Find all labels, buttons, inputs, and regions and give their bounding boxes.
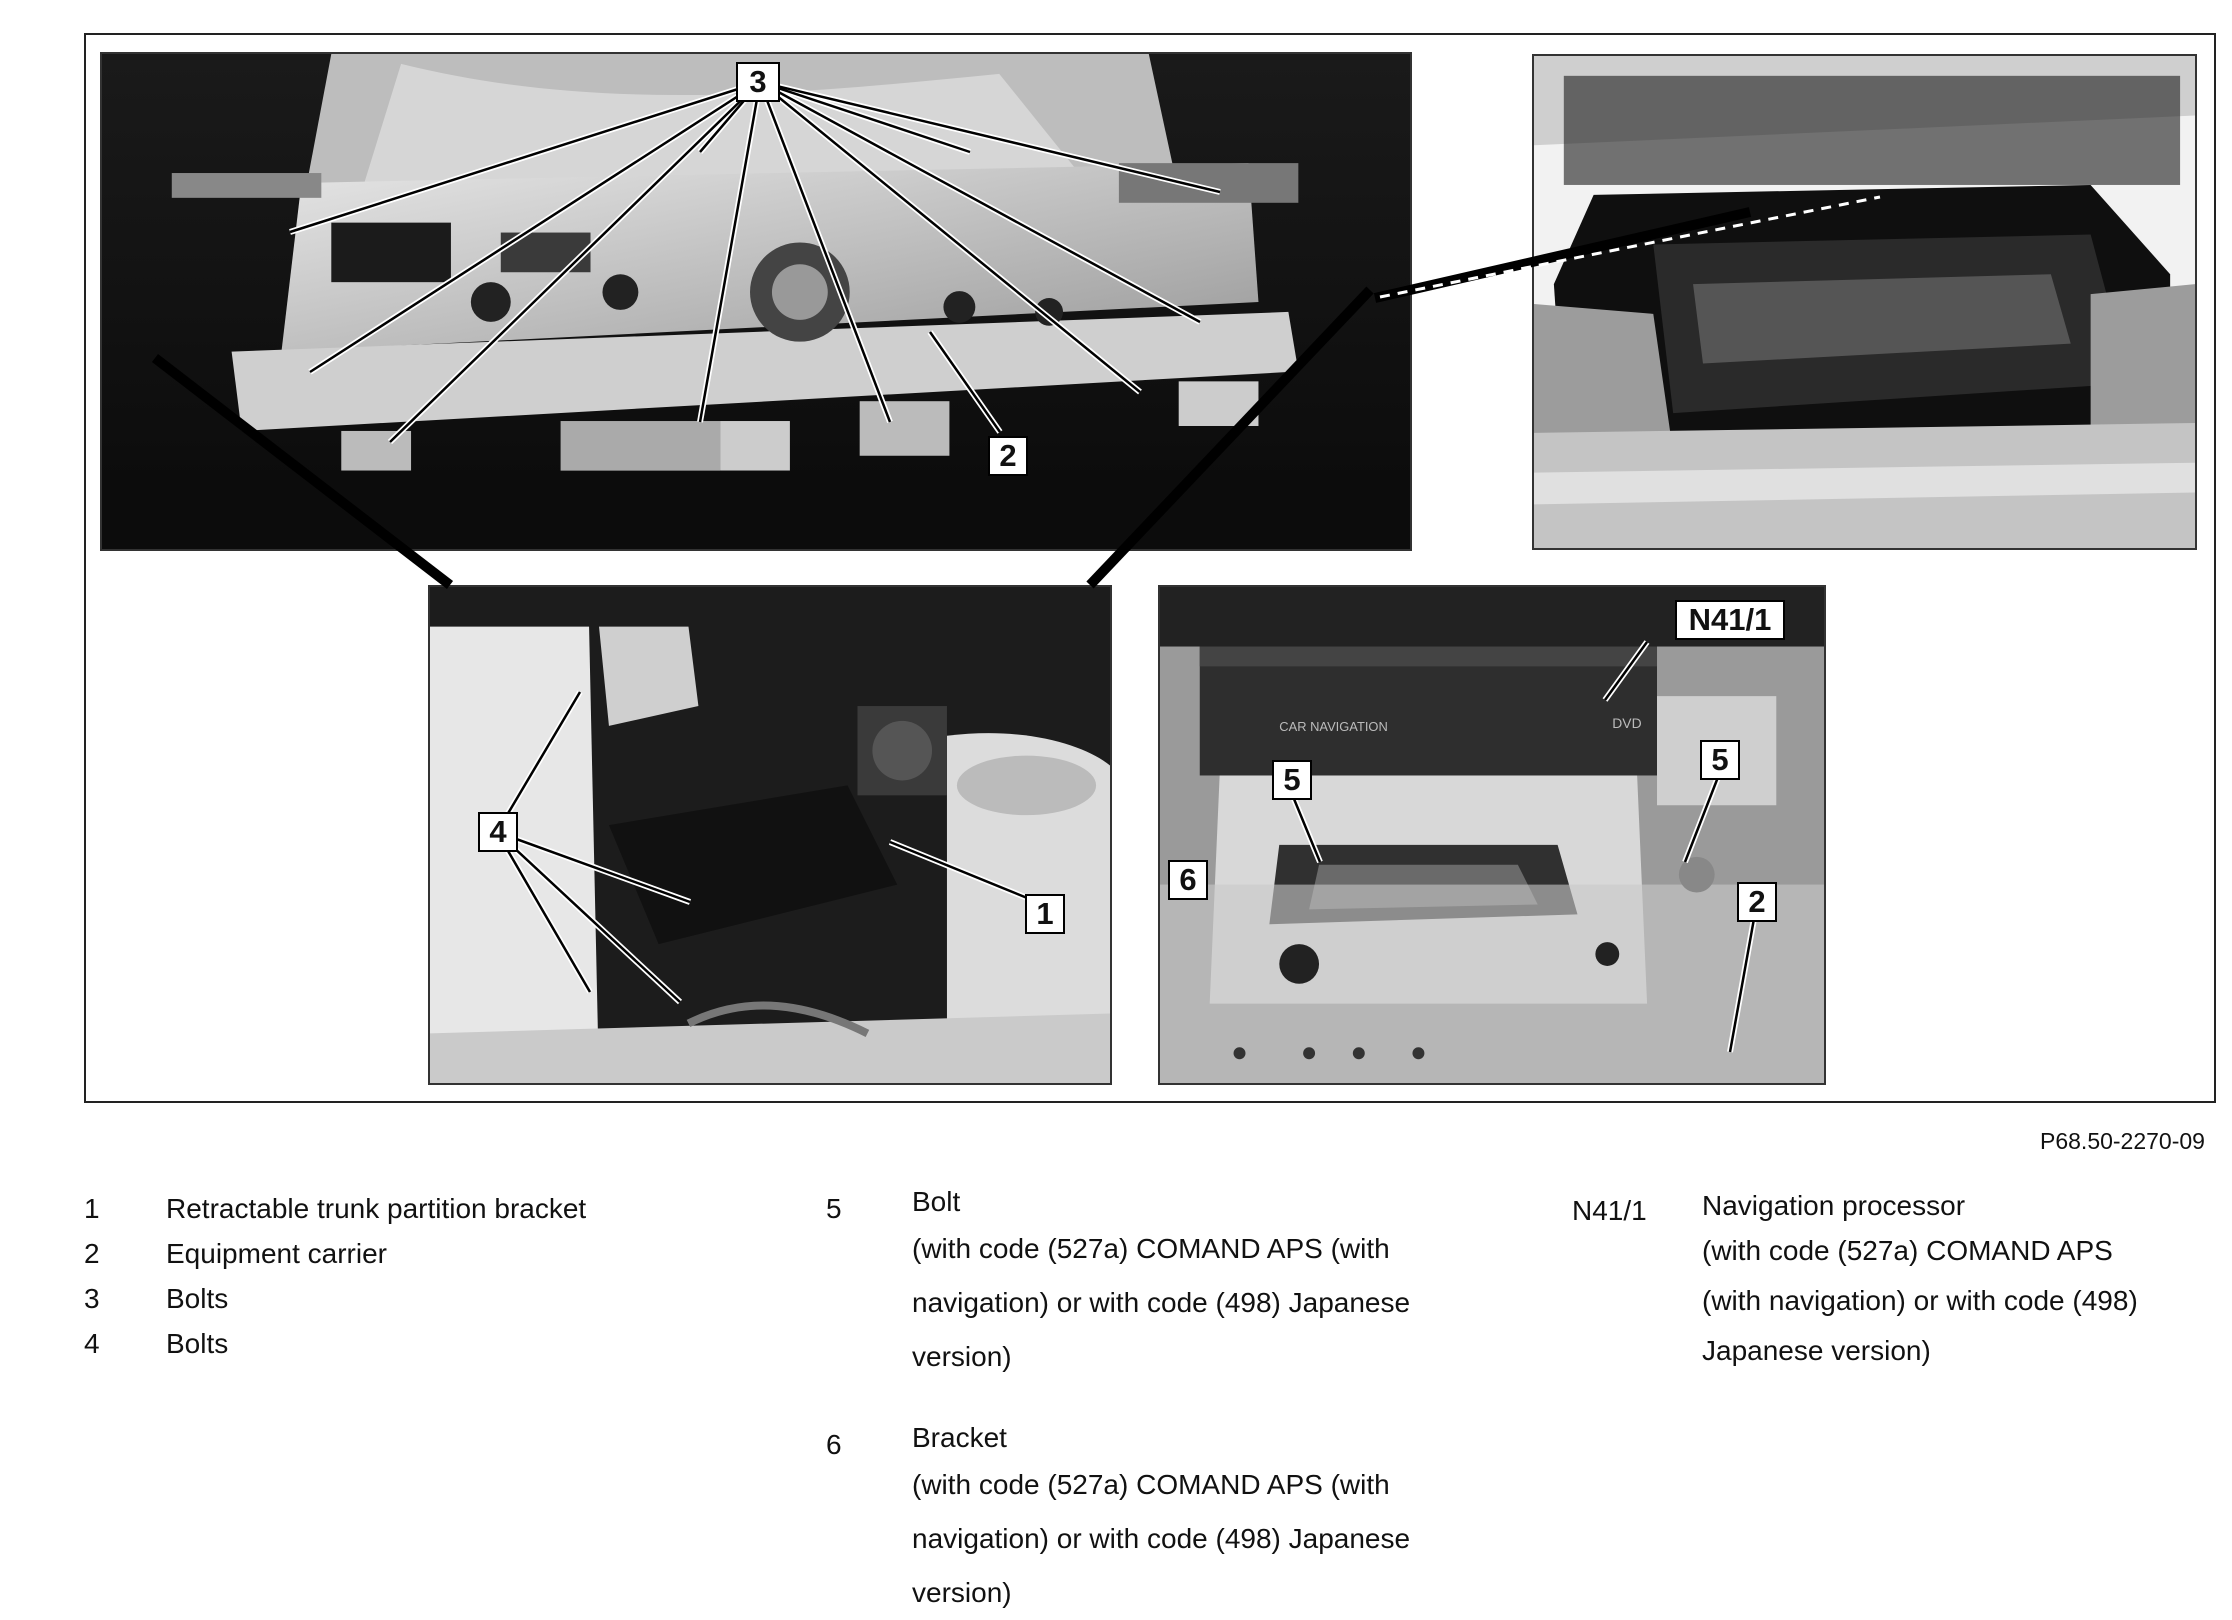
callout-2-nav: 2 — [1737, 882, 1777, 922]
callout-n41-1: N41/1 — [1675, 600, 1785, 640]
legend-title: Bolt — [912, 1186, 961, 1217]
photo-partition-bracket — [428, 585, 1112, 1085]
callout-4: 4 — [478, 812, 518, 852]
legend-number: 5 — [826, 1193, 842, 1224]
legend-number: N41/1 — [1572, 1195, 1647, 1226]
legend-column-3 — [1572, 1186, 2138, 1376]
legend-item — [84, 1186, 586, 1231]
callout-6: 6 — [1168, 860, 1208, 900]
dvd-label: DVD — [1612, 714, 1642, 731]
legend-item — [84, 1231, 586, 1276]
legend-text: Retractable trunk partition bracket — [166, 1193, 587, 1224]
legend-line: Japanese version) — [1702, 1335, 1931, 1366]
legend-number: 6 — [826, 1429, 842, 1460]
equipment-carrier-illustration — [102, 54, 1410, 549]
legend-number: 3 — [84, 1283, 100, 1314]
legend-text: Bolts — [166, 1283, 229, 1314]
legend-column-1 — [84, 1186, 586, 1366]
legend-line: navigation) or with code (498) Japanese — [912, 1287, 1411, 1318]
photo-navigation-processor — [1158, 585, 1826, 1085]
nav-unit-label: CAR NAVIGATION — [1279, 718, 1388, 734]
callout-5-left: 5 — [1272, 760, 1312, 800]
legend-line: version) — [912, 1341, 1012, 1372]
legend-line: (with code (527a) COMAND APS (with — [912, 1233, 1390, 1264]
legend-text: Equipment carrier — [166, 1238, 387, 1269]
photo-equipment-carrier — [100, 52, 1412, 551]
legend-title: Bracket — [912, 1422, 1007, 1453]
legend-text: Bolts — [166, 1328, 229, 1359]
legend-number: 4 — [84, 1328, 100, 1359]
legend-item — [84, 1321, 586, 1366]
partition-bracket-illustration — [430, 587, 1110, 1083]
legend-line: navigation) or with code (498) Japanese — [912, 1523, 1411, 1554]
legend-number: 2 — [84, 1238, 100, 1269]
callout-2-main: 2 — [988, 436, 1028, 476]
callout-3: 3 — [736, 62, 780, 102]
legend-line: (with navigation) or with code (498) — [1702, 1285, 2138, 1316]
legend-line: (with code (527a) COMAND APS (with — [912, 1469, 1390, 1500]
legend-item — [84, 1276, 586, 1321]
navigation-processor-illustration — [1160, 587, 1824, 1083]
legend-title: Navigation processor — [1702, 1190, 1966, 1221]
callout-1: 1 — [1025, 894, 1065, 934]
legend-item — [826, 1182, 1410, 1384]
legend-item — [826, 1418, 1410, 1620]
vehicle-trunk-illustration — [1534, 56, 2195, 548]
legend-column-2 — [826, 1182, 1410, 1620]
callout-5-right: 5 — [1700, 740, 1740, 780]
legend-number: 1 — [84, 1193, 100, 1224]
photo-vehicle-trunk — [1532, 54, 2197, 550]
legend-item — [1572, 1186, 2138, 1376]
legend-line: (with code (527a) COMAND APS — [1702, 1235, 2113, 1266]
figure-id: P68.50-2270-09 — [2040, 1128, 2205, 1154]
legend-line: version) — [912, 1577, 1012, 1608]
